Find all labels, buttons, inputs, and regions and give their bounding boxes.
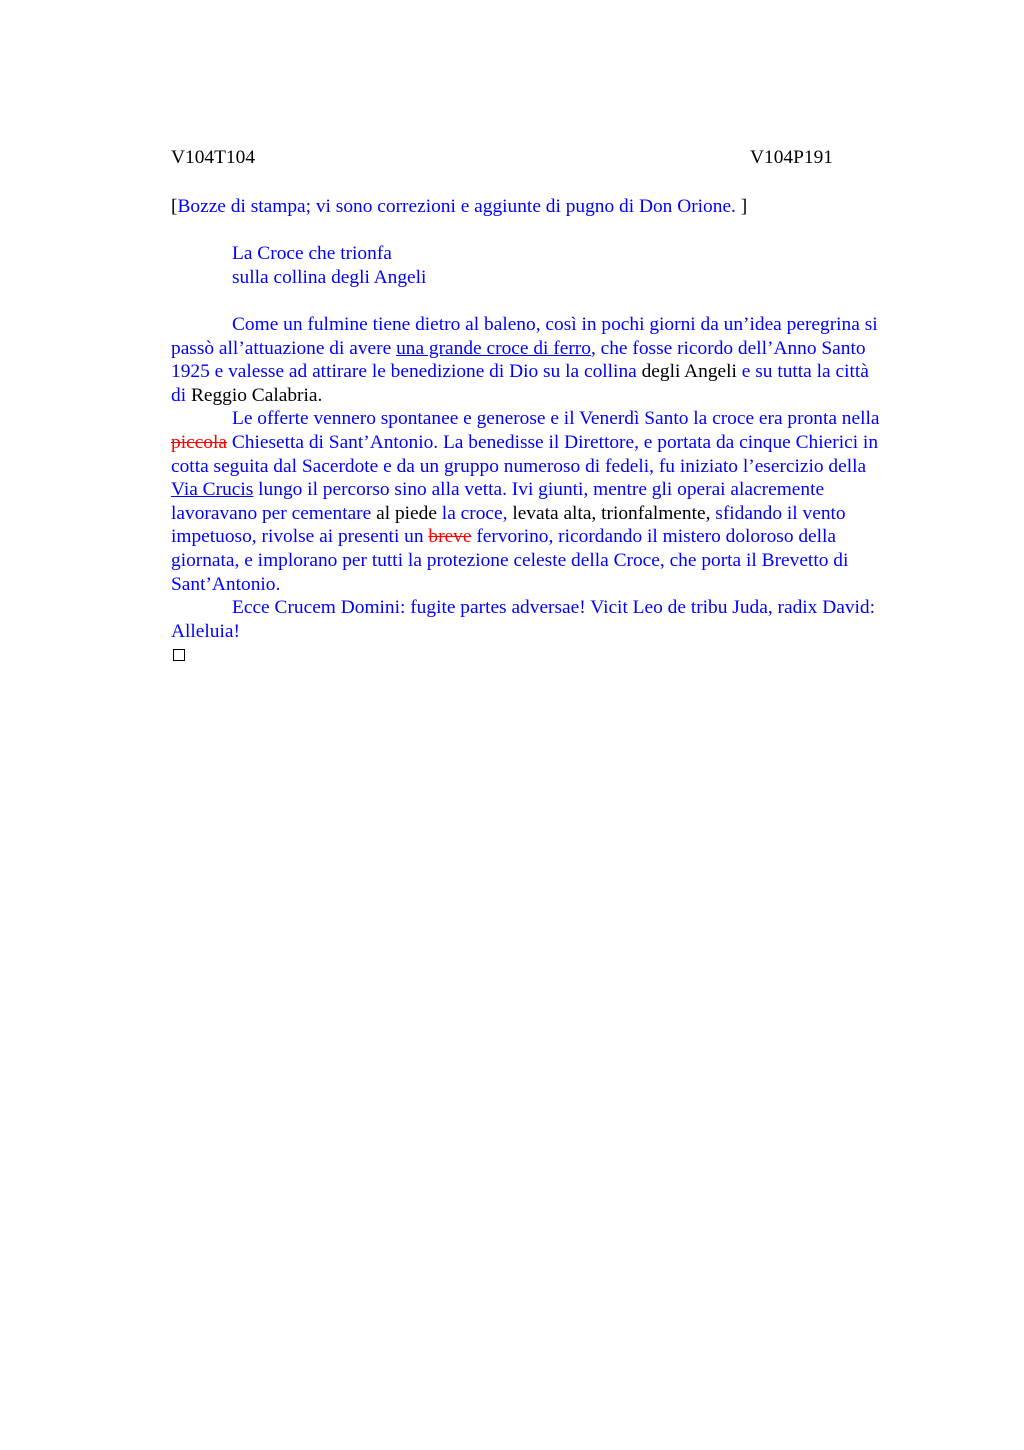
paragraph-2 — [171, 407, 931, 596]
deleted-text: piccola — [171, 431, 227, 453]
editorial-note — [171, 195, 747, 219]
p2-text: sfidando il vento — [710, 502, 846, 524]
p1-text: 1925 e valesse ad attirare le benedizione di Dio su la collina — [171, 361, 642, 383]
p2-line-3: cotta seguita dal Sacerdote e da un gruppo numeroso di fedeli, fu iniziato l’esercizio della — [171, 455, 867, 477]
p2-line-7: giornata, e implorano per tutti la protezione celeste della Croce, che porta il Brevetto di — [171, 549, 849, 571]
note-close-bracket: ] — [735, 196, 748, 217]
p2-line-6 — [171, 525, 931, 549]
deleted-text: breve — [428, 526, 472, 548]
p1-line-1: Come un fulmine tiene dietro al baleno, così in pochi giorni da un’idea peregrina si — [232, 314, 878, 335]
original-text: degli Angeli — [641, 361, 737, 383]
title-line-2: sulla collina degli Angeli — [232, 266, 427, 288]
body-text — [171, 313, 931, 643]
p2-text: lavoravano per cementare — [171, 502, 377, 524]
p2-line-8: Sant’Antonio. — [171, 573, 281, 595]
end-marker-box-icon — [173, 649, 185, 661]
title-line-1: La Croce che trionfa — [232, 243, 392, 264]
p3-line-1: Ecce Crucem Domini: fugite partes adversae! Vicit Leo de tribu Juda, radix David: — [232, 597, 875, 619]
original-text: al piede — [376, 502, 437, 524]
p1-text: di — [171, 384, 191, 406]
p2-text: impetuoso, rivolse ai presenti un — [171, 526, 429, 548]
paragraph-3 — [171, 596, 931, 643]
p1-text: e su tutta la città — [736, 361, 869, 383]
original-text: levata alta, trionfalmente, — [512, 502, 711, 524]
note-open-bracket: [ — [171, 196, 178, 217]
header-left-code: V104T104 — [171, 147, 256, 168]
p1-line-4 — [171, 384, 931, 408]
p2-text: lungo il percorso sino alla vetta. Ivi giunti, mentre gli operai alacremente — [253, 479, 825, 501]
p2-text: Chiesetta di Sant’Antonio. La benedisse il Direttore, e portata da cinque Chierici in — [227, 431, 879, 453]
underlined-text: Via Crucis — [171, 479, 254, 501]
p1-line-3 — [171, 360, 931, 384]
p2-text: la croce, — [436, 502, 513, 524]
p1-text: passò all’attuazione di avere — [171, 337, 397, 359]
underlined-text: una grande croce di ferro — [396, 337, 591, 359]
note-text: Bozze di stampa; vi sono correzioni e aggiunte di pugno di Don Orione. — [177, 196, 736, 217]
p2-line-5 — [171, 502, 931, 526]
p1-text: , che fosse ricordo dell’Anno Santo — [590, 337, 866, 359]
p1-line-2 — [171, 337, 931, 361]
original-text: Reggio Calabria. — [190, 384, 323, 406]
document-title — [232, 242, 426, 289]
p2-line-2 — [171, 431, 931, 455]
p2-line-4 — [171, 478, 931, 502]
p2-text: fervorino, ricordando il mistero doloroso della — [471, 526, 837, 548]
paragraph-1 — [171, 313, 931, 407]
p3-line-2: Alleluia! — [171, 620, 240, 642]
p2-line-1: Le offerte vennero spontanee e generose e il Venerdì Santo la croce era pronta nella — [232, 408, 880, 430]
header-right-code: V104P191 — [750, 147, 833, 168]
